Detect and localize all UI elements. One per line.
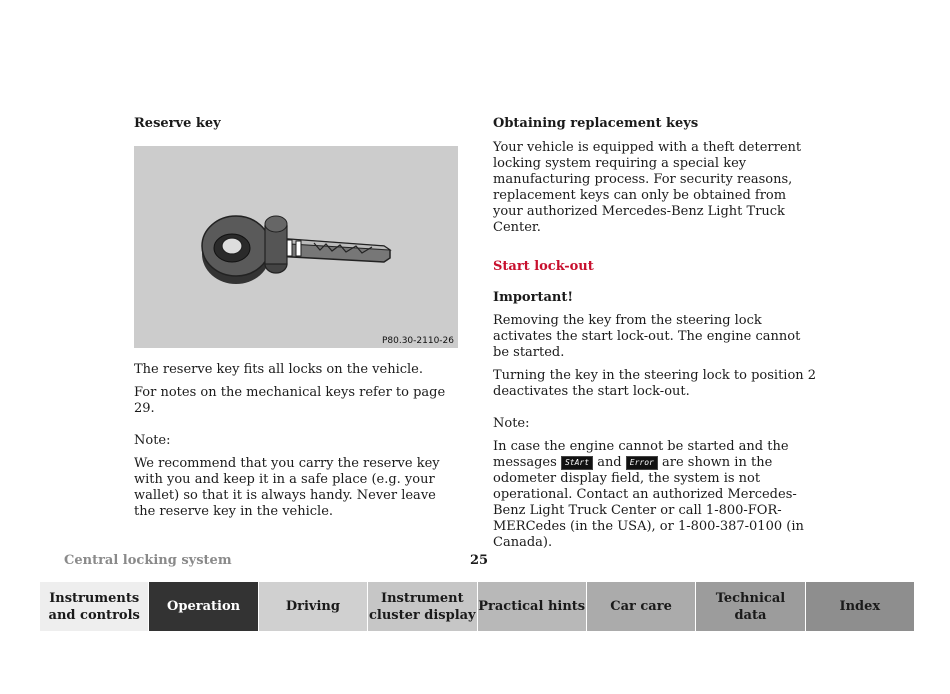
figure-caption: P80.30-2110-26: [381, 336, 454, 346]
tab-label: Index: [839, 599, 881, 614]
right-column: [493, 116, 818, 558]
tab-technical-data[interactable]: [696, 582, 805, 631]
tab-label: cluster display: [368, 607, 476, 623]
note-text: We recommend that you carry the reserve key with you and keep it in a safe place (e.g. your wallet) so that it is always handy. Never leave the reserve key in the vehicle.: [134, 456, 440, 519]
section-nav: [40, 582, 914, 631]
tab-label: Instrument: [380, 590, 464, 606]
note-text-a: In case the engine cannot be started and the messages: [493, 439, 789, 470]
mechanical-keys-paragraph: For notes on the mechanical keys refer to page 29.: [134, 385, 446, 416]
start-lockout-heading: Start lock-out: [493, 259, 594, 274]
tab-practical-hints[interactable]: [478, 582, 587, 631]
important-label: Important!: [493, 290, 574, 305]
key-head: [202, 216, 287, 284]
tab-label: Operation: [167, 599, 241, 614]
note-and: and: [597, 455, 622, 470]
tab-operation[interactable]: [149, 582, 258, 631]
tab-label: Driving: [285, 599, 340, 614]
reserve-key-figure: [134, 146, 458, 348]
tab-instruments-and-controls[interactable]: [40, 582, 149, 631]
key-blade: [274, 238, 390, 262]
reserve-key-heading: Reserve key: [134, 116, 221, 131]
tab-label: data: [734, 607, 767, 623]
tab-label: Practical hints: [478, 599, 586, 614]
tab-label: Instruments: [49, 590, 140, 606]
replacement-keys-heading: Obtaining replacement keys: [493, 116, 699, 131]
tab-driving[interactable]: [259, 582, 368, 631]
lcd-start-message: StArt: [561, 456, 593, 470]
note-label: Note:: [134, 433, 171, 448]
removing-key-paragraph: Removing the key from the steering lock activates the start lock-out. The engine cannot be started.: [493, 313, 801, 360]
tab-label: Car care: [610, 599, 672, 614]
section-title: Central locking system: [64, 553, 232, 568]
page-number: 25: [470, 553, 489, 568]
tab-label: and controls: [48, 607, 140, 623]
lcd-error-message: Error: [626, 456, 658, 470]
tab-car-care[interactable]: [587, 582, 696, 631]
replacement-keys-paragraph: Your vehicle is equipped with a theft deterrent locking system requiring a special key manufacturing process. For security reasons, replacement keys can only be obtained from your authorized Mercedes-Benz Light Truck Center.: [493, 140, 802, 235]
note-text-right: [493, 439, 818, 551]
key-illustration: [134, 146, 458, 348]
tab-index[interactable]: [806, 582, 914, 631]
note-label-right: Note:: [493, 416, 530, 431]
note-text-b: are shown in the odometer display field, the system is not operational. Contact an authorized Mercedes-Benz Light Truck Center or call 1-800-FOR-MERCedes (in the USA), or 1-800-387-0100 (in Canada).: [493, 455, 804, 550]
left-column: [134, 116, 460, 527]
tab-instrument-cluster-display[interactable]: [368, 582, 477, 631]
reserve-key-paragraph: The reserve key fits all locks on the vehicle.: [134, 362, 424, 377]
turning-key-paragraph: Turning the key in the steering lock to position 2 deactivates the start lock-out.: [493, 368, 817, 399]
tab-label: Technical: [715, 590, 786, 606]
